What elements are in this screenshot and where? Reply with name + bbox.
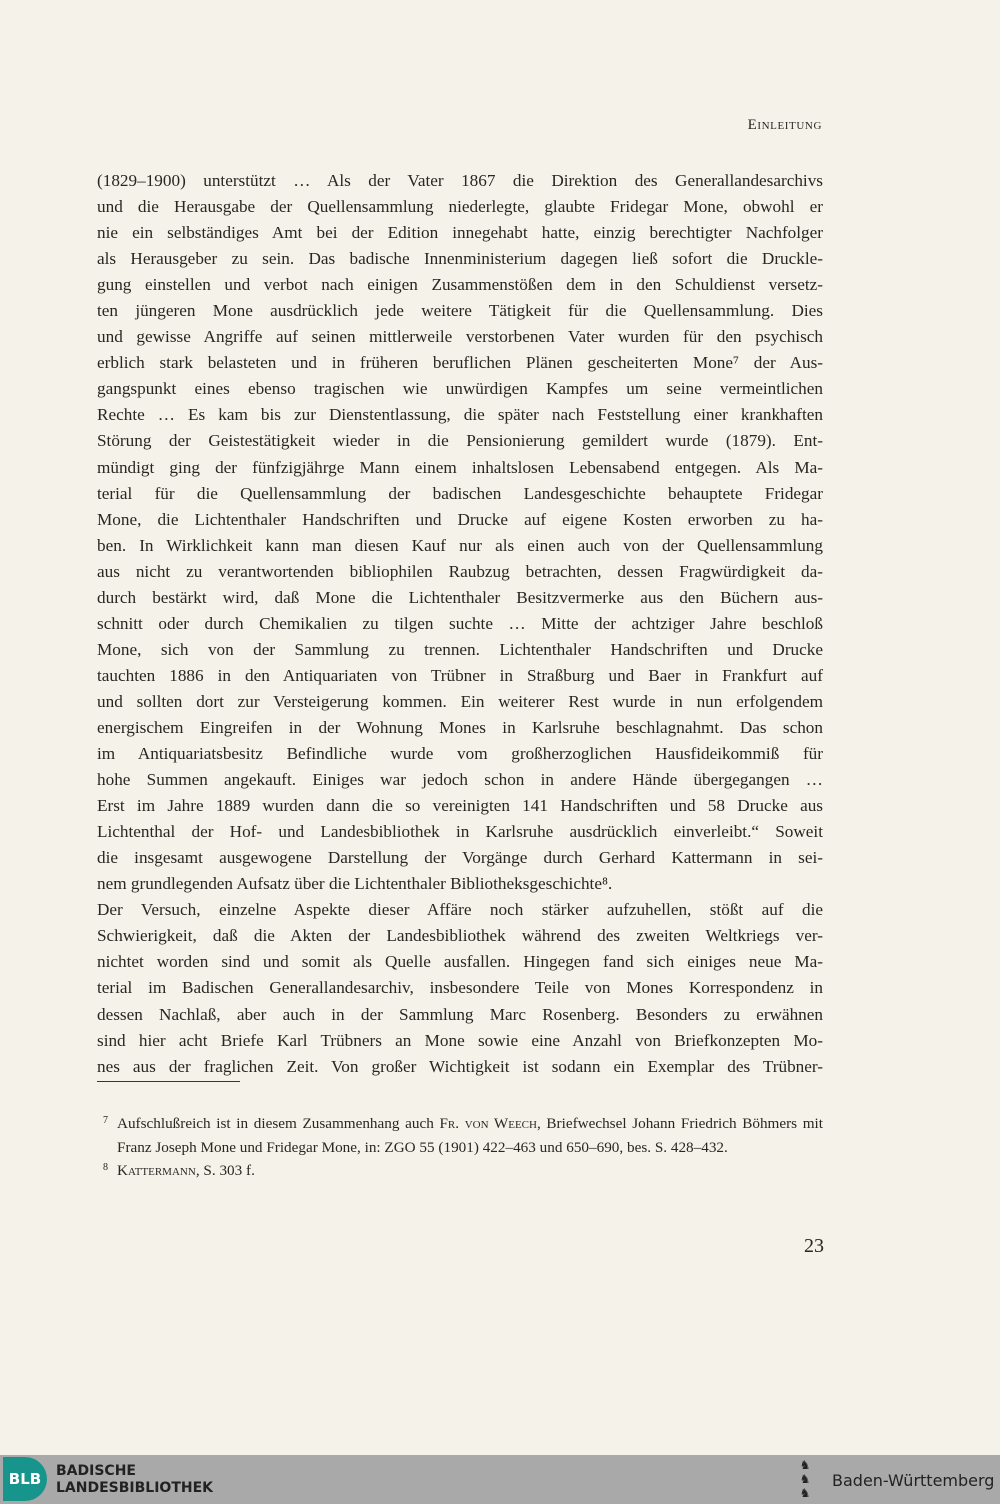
text-line: nes aus der fraglichen Zeit. Von großer Wichtigkeit ist sodann ein Exemplar des Trübner- <box>97 1056 823 1076</box>
text-line: Störung der Geistestätigkeit wieder in die Pensionierung gemildert wurde (1879). Ent- <box>97 431 823 451</box>
text-line: dessen Nachlaß, aber auch in der Sammlung Marc Rosenberg. Besonders zu erwähnen <box>97 1004 823 1024</box>
footnote-number: 7 <box>103 1115 108 1126</box>
text-line: Der Versuch, einzelne Aspekte dieser Affäre noch stärker aufzuhellen, stößt auf die <box>97 900 823 920</box>
text-line: tauchten 1886 in den Antiquariaten von Trübner in Straßburg und Baer in Frankfurt auf <box>97 665 823 685</box>
text-line: erblich stark belasteten und in früheren beruflichen Plänen gescheiterten Mone⁷ der Aus- <box>97 353 823 373</box>
text-line: und die Herausgabe der Quellensammlung niederlegte, glaubte Fridegar Mone, obwohl er <box>97 197 823 217</box>
text-line: schnitt oder durch Chemikalien zu tilgen suchte … Mitte der achtziger Jahre beschloß <box>97 613 823 633</box>
footnote-text-post: , Briefwechsel Johann Friedrich Böhmers mit Franz Joseph Mone und Fridegar Mone, in: ZGO 55 (1901) 422–463 und 650–690, bes. S. 428–432. <box>117 1115 823 1156</box>
footnote-7 <box>97 1112 823 1159</box>
footnote-text <box>117 1159 823 1183</box>
footnotes <box>97 1112 823 1183</box>
text-line: und gewisse Angriffe auf seinen mittlerweile verstorbenen Vater wurden für den psychisch <box>97 327 823 347</box>
text-line: nie ein selbständiges Amt bei der Edition innegehabt hatte, einzig berechtigter Nachfolger <box>97 223 823 243</box>
text-line: mündigt ging der fünfzigjährge Mann einem inhaltslosen Lebensabend entgegen. Als Ma- <box>97 457 823 477</box>
text-line: hohe Summen angekauft. Einiges war jedoch schon in andere Hände übergegangen … <box>97 770 823 790</box>
text-line: (1829–1900) unterstützt … Als der Vater 1867 die Direktion des Generallandesarchivs <box>97 171 823 190</box>
text-line: Mone, sich von der Sammlung zu trennen. Lichtenthaler Handschriften und Drucke <box>97 639 823 659</box>
text-line: Erst im Jahre 1889 wurden dann die so vereinigten 141 Handschriften und 58 Drucke aus <box>97 796 823 816</box>
text-line: nem grundlegenden Aufsatz über die Lichtenthaler Bibliotheksgeschichte⁸. <box>97 874 613 894</box>
footnote-number: 8 <box>103 1162 108 1173</box>
text-line: terial im Badischen Generallandesarchiv, insbesondere Teile von Mones Korrespondenz in <box>97 978 823 998</box>
text-line: gung einstellen und verbot nach einigen Zusammenstößen dem in den Schuldienst versetz- <box>97 275 823 295</box>
text-line: terial für die Quellensammlung der badischen Landesgeschichte behauptete Fridegar <box>97 483 823 503</box>
text-line: ten jüngeren Mone ausdrücklich jede weitere Tätigkeit für die Quellensammlung. Dies <box>97 301 823 321</box>
text-line: gangspunkt eines ebenso tragischen wie unwürdigen Kampfes um seine vermeintlichen <box>97 379 823 399</box>
footnote-author: Kattermann <box>117 1162 196 1179</box>
text-line: Rechte … Es kam bis zur Dienstentlassung, die später nach Feststellung einer krankhaften <box>97 405 823 425</box>
library-name-line-2: LANDESBIBLIOTHEK <box>56 1480 214 1496</box>
footnote-text-pre: Aufschlußreich ist in diesem Zusammenhang auch <box>117 1115 440 1132</box>
library-name[interactable] <box>56 1463 213 1497</box>
text-line: nichtet worden sind und somit als Quelle ausfallen. Hingegen fand sich einiges neue Ma- <box>97 952 823 972</box>
text-line: ben. In Wirklichkeit kann man diesen Kauf nur als einen auch von der Quellensammlung <box>97 535 823 555</box>
running-head: Einleitung <box>747 117 822 133</box>
footnote-text <box>117 1112 823 1159</box>
text-line: aus nicht zu verantwortenden bibliophilen Raubzug betrachten, dessen Fragwürdigkeit da- <box>97 561 823 581</box>
lions-coat-of-arms-icon: ♞ ♞ ♞ <box>799 1458 811 1500</box>
footer-bar <box>0 1455 1000 1504</box>
text-line: sind hier acht Briefe Karl Trübners an Mone sowie eine Anzahl von Briefkonzepten Mo- <box>97 1030 823 1050</box>
text-line: die insgesamt ausgewogene Darstellung der Vorgänge durch Gerhard Kattermann in sei- <box>97 848 823 868</box>
footnote-rule <box>97 1081 240 1082</box>
text-line: als Herausgeber zu sein. Das badische Innenministerium dagegen ließ sofort die Druckle- <box>97 249 823 269</box>
page-number: 23 <box>804 1235 824 1257</box>
text-line: energischem Eingreifen in der Wohnung Mones in Karlsruhe beschlagnahmt. Das schon <box>97 717 823 737</box>
footnote-text-post: , S. 303 f. <box>195 1162 255 1179</box>
footnote-8 <box>97 1159 823 1183</box>
body-text <box>97 168 823 1080</box>
library-name-line-1: BADISCHE <box>56 1463 136 1479</box>
state-name: Baden-Württemberg <box>832 1471 995 1490</box>
text-line: im Antiquariatsbesitz Befindliche wurde vom großherzoglichen Hausfideikommiß für <box>97 744 823 764</box>
footnote-author: Fr. von Weech <box>439 1115 537 1132</box>
text-line: und sollten dort zur Versteigerung kommen. Ein weiterer Rest wurde in nun erfolgendem <box>97 691 823 711</box>
text-line: Mone, die Lichtenthaler Handschriften und Drucke auf eigene Kosten erworben zu ha- <box>97 509 823 529</box>
text-line: durch bestärkt wird, daß Mone die Lichtenthaler Besitzvermerke aus den Büchern aus- <box>97 587 823 607</box>
text-line: Schwierigkeit, daß die Akten der Landesbibliothek während des zweiten Weltkriegs ver- <box>97 926 823 946</box>
text-line: Lichtenthal der Hof- und Landesbibliothek in Karlsruhe ausdrücklich einverleibt.“ Soweit <box>97 822 823 842</box>
blb-logo[interactable]: BLB <box>3 1457 47 1501</box>
